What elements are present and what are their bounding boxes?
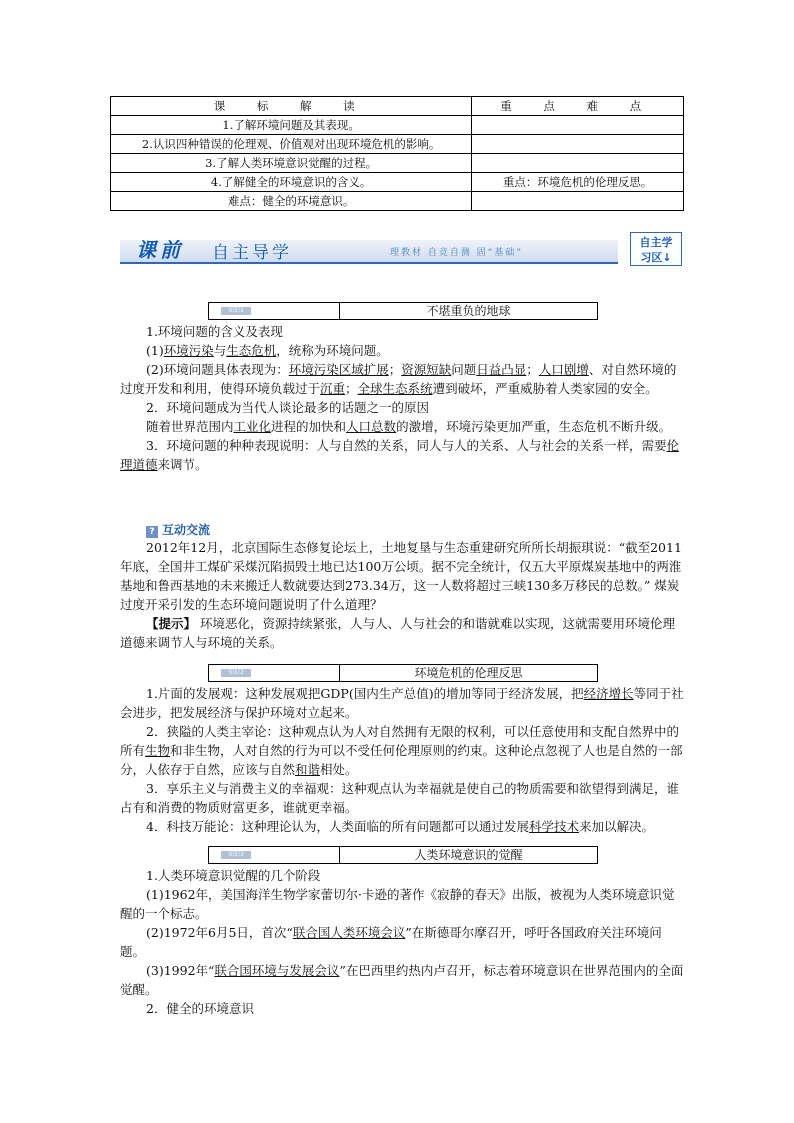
- section-tag-label: 知识2: [221, 669, 251, 677]
- paragraph: (2)1972年6月5日，首次“联合国人类环境会议”在斯德哥尔摩召开，呼吁各国政府关注环境问题。: [120, 925, 662, 959]
- table-cell: 难点：健全的环境意识。: [111, 192, 472, 211]
- paragraph: (3)1992年“联合国环境与发展会议”在巴西里约热内卢召开，标志着环境意识在世界范围内的全面觉醒。: [120, 963, 684, 997]
- section-tag: [209, 303, 340, 319]
- banner-title-b: 自主导学: [212, 243, 292, 263]
- paragraph: 4．科技万能论：这种理论认为，人类面临的所有问题都可以通过发展科学技术来加以解决。: [146, 819, 654, 834]
- table-cell: [472, 135, 684, 154]
- box-line2: 习区↓: [640, 251, 672, 264]
- table-cell: [472, 192, 684, 211]
- table-cell: 4.了解健全的环境意识的含义。: [111, 173, 472, 192]
- objectives-table: [110, 96, 684, 211]
- table-row: [111, 154, 684, 173]
- paragraph: 2．健全的环境意识: [146, 1001, 254, 1016]
- paragraph: 1.环境问题的含义及表现: [146, 324, 283, 339]
- section-tag: [209, 847, 340, 863]
- question-icon: ?: [146, 526, 158, 538]
- paragraph: (1)1962年，美国海洋生物学家蕾切尔·卡逊的著作《寂静的春天》出版，被视为人类环境意识觉醒的一个标志。: [120, 887, 675, 921]
- section-tag: [209, 665, 340, 681]
- banner-title-a: 课前: [136, 238, 184, 262]
- table-header-left: 课 标 解 读: [111, 97, 472, 116]
- paragraph: 3．环境问题的种种表现说明：人与自然的关系，同人与人的关系、人与社会的关系一样，需要伦理道德来调节。: [120, 438, 679, 472]
- paragraph: 3．享乐主义与消费主义的幸福观：这种观点认为幸福就是使自己的物质需要和欲望得到满足，谁占有和消费的物质财富更多，谁就更幸福。: [120, 781, 679, 815]
- section-title: 人类环境意识的觉醒: [414, 848, 523, 862]
- paragraph: 2012年12月，北京国际生态修复论坛上，土地复垦与生态重建研究所所长胡振琪说：“截至2011年底，全国井工煤矿采煤沉陷损毁土地已达100万公顷。据不完全统计，仅五大平原煤炭基地中的两淮基地和鲁西基地的未来搬迁人数就要达到273.34万，这一人数将超过三峡130多万移民的总数。” 煤炭过度开采引发的生态环境问题说明了什么道理？: [120, 540, 682, 612]
- table-cell: [472, 116, 684, 135]
- table-row: [111, 116, 684, 135]
- section-banner: [120, 232, 684, 268]
- table-cell: 3.了解人类环境意识觉醒的过程。: [111, 154, 472, 173]
- section-1-body: [120, 322, 686, 474]
- table-cell: 2.认识四种错误的伦理观、价值观对出现环境危机的影响。: [111, 135, 472, 154]
- table-cell: 1.了解环境问题及其表现。: [111, 116, 472, 135]
- self-study-box: [630, 232, 682, 266]
- table-row: [111, 192, 684, 211]
- section-tag-label: 知识1: [221, 307, 251, 315]
- paragraph: 2．狭隘的人类主宰论：这种观点认为人对自然拥有无限的权利，可以任意使用和支配自然界中的所有生物和非生物，人对自然的行为可以不受任何伦理原则的约束。这种论点忽视了人也是自然的一部分，人依存于自然，应该与自然和谐相处。: [120, 724, 683, 777]
- section-2-body: [120, 684, 686, 836]
- paragraph: 【提示】 环境恶化，资源持续紧张，人与人、人与社会的和谐就难以实现，这就需要用环境伦理道德来调节人与环境的关系。: [120, 616, 676, 650]
- paragraph: (1)环境污染与生态危机，统称为环境问题。: [146, 343, 389, 358]
- table-row: [111, 173, 684, 192]
- section-title: 不堪重负的地球: [426, 304, 511, 318]
- paragraph: 随着世界范围内工业化进程的加快和人口总数的激增，环境污染更加严重，生态危机不断升级。: [146, 419, 672, 434]
- interaction-label: ? 互动交流: [146, 521, 210, 538]
- paragraph: (2)环境问题具体表现为：环境污染区域扩展；资源短缺问题日益凸显；人口剧增、对自然环境的过度开发和利用，使得环境负载过于沉重；全球生态系统遭到破坏，严重威胁着人类家园的安全。: [120, 362, 677, 396]
- section-tag-label: 知识3: [221, 851, 251, 859]
- paragraph: 2．环境问题成为当代人谈论最多的话题之一的原因: [146, 400, 429, 415]
- paragraph: 1.人类环境意识觉醒的几个阶段: [146, 868, 321, 883]
- table-header-row: [111, 97, 684, 116]
- interaction-body: [120, 538, 686, 652]
- section-title: 环境危机的伦理反思: [414, 666, 523, 680]
- table-header-right: 重 点 难 点: [472, 97, 684, 116]
- paragraph: 1.片面的发展观：这种发展观把GDP(国内生产总值)的增加等同于经济发展，把经济增长等同于社会进步，把发展经济与保护环境对立起来。: [120, 686, 684, 720]
- table-row: [111, 135, 684, 154]
- table-cell: [472, 154, 684, 173]
- banner-strip: [120, 240, 618, 264]
- section-header-3: [208, 846, 598, 864]
- box-line1: 自主学: [639, 236, 673, 249]
- section-3-body: [120, 866, 686, 1018]
- table-cell: 重点：环境危机的伦理反思。: [472, 173, 684, 192]
- section-header-2: [208, 664, 598, 682]
- section-header-1: [208, 302, 598, 320]
- banner-subtitle: 理教材 自竞自测 固“基础”: [390, 248, 524, 258]
